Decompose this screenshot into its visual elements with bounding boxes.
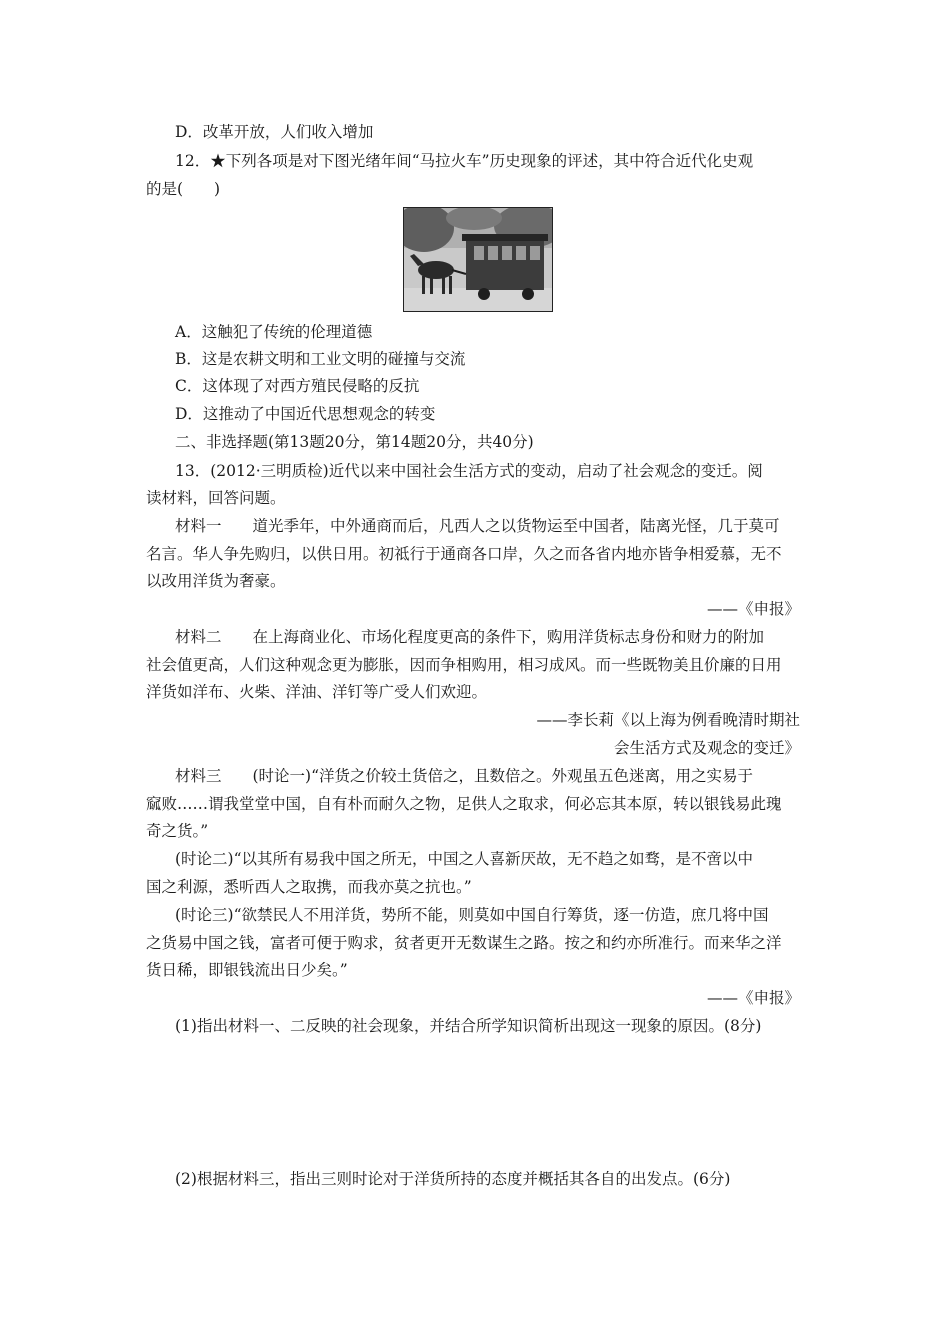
material-1-line-3: 以改用洋货为奢豪。 — [146, 572, 286, 590]
material-2-source-2: 会生活方式及观念的变迁》 — [613, 739, 800, 757]
material-3-source: ——《申报》 — [706, 989, 800, 1007]
option-d-q11: D．改革开放，人们收入增加 — [175, 123, 374, 141]
material-3-line-6: (时论三)“欲禁民人不用洋货，势所不能，则莫如中国自行筹货，逐一仿造，庶几将中国 — [175, 906, 769, 924]
horse-drawn-tram-photo — [403, 207, 553, 312]
question-12-stem-cont: 的是( ) — [146, 180, 221, 198]
subquestion-1: (1)指出材料一、二反映的社会现象，并结合所学知识简析出现这一现象的原因。(8分) — [175, 1017, 762, 1035]
subquestion-2: (2)根据材料三，指出三则时论对于洋货所持的态度并概括其各自的出发点。(6分) — [175, 1170, 731, 1188]
question-13-stem-cont: 读材料，回答问题。 — [146, 489, 286, 507]
question-12-stem: 12．★下列各项是对下图光绪年间“马拉火车”历史现象的评述，其中符合近代化史观 — [175, 152, 754, 170]
material-2-line-3: 洋货如洋布、火柴、洋油、洋钉等广受人们欢迎。 — [146, 683, 488, 701]
material-2-line-2: 社会值更高，人们这种观念更为膨胀，因而争相购用，相习成风。而一些既物美且价廉的日用 — [146, 656, 782, 674]
material-1-line-1: 材料一 道光季年，中外通商而后，凡西人之以货物运至中国者，陆离光怪，几于莫可 — [175, 517, 780, 535]
material-2-line-1: 材料二 在上海商业化、市场化程度更高的条件下，购用洋货标志身份和财力的附加 — [175, 628, 765, 646]
option-a-q12: A．这触犯了传统的伦理道德 — [175, 323, 373, 341]
material-3-line-8: 货日稀，即银钱流出日少矣。” — [146, 961, 348, 979]
material-3-line-5: 国之利源，悉听西人之取携，而我亦莫之抗也。” — [146, 878, 472, 896]
material-3-line-1: 材料三 (时论一)“洋货之价较土货倍之，且数倍之。外观虽五色迷离，用之实易于 — [175, 767, 754, 785]
option-c-q12: C．这体现了对西方殖民侵略的反抗 — [175, 377, 420, 395]
option-d-q12: D．这推动了中国近代思想观念的转变 — [175, 405, 436, 423]
material-3-line-7: 之货易中国之钱，富者可便于购求，贫者更开无数谋生之路。按之和约亦所准行。而来华之洋 — [146, 934, 782, 952]
material-2-source-1: ——李长莉《以上海为例看晚清时期社 — [536, 711, 800, 729]
material-1-source: ——《申报》 — [706, 600, 800, 618]
material-1-line-2: 名言。华人争先购归，以供日用。初祗行于通商各口岸，久之而各省内地亦皆争相爱慕，无不 — [146, 545, 782, 563]
material-3-line-3: 奇之货。” — [146, 822, 209, 840]
material-3-line-4: (时论二)“以其所有易我中国之所无，中国之人喜新厌故，无不趋之如骛，是不啻以中 — [175, 850, 754, 868]
option-b-q12: B．这是农耕文明和工业文明的碰撞与交流 — [175, 350, 466, 368]
section-heading: 二、非选择题(第13题20分，第14题20分，共40分) — [175, 433, 534, 451]
question-13-stem: 13．(2012·三明质检)近代以来中国社会生活方式的变动，启动了社会观念的变迁。阅 — [175, 462, 763, 480]
horse-drawn-tram-illustration — [404, 208, 552, 311]
material-3-line-2: 窳败……谓我堂堂中国，自有朴而耐久之物，足供人之取求，何必忘其本原，转以银钱易此瑰 — [146, 795, 782, 813]
